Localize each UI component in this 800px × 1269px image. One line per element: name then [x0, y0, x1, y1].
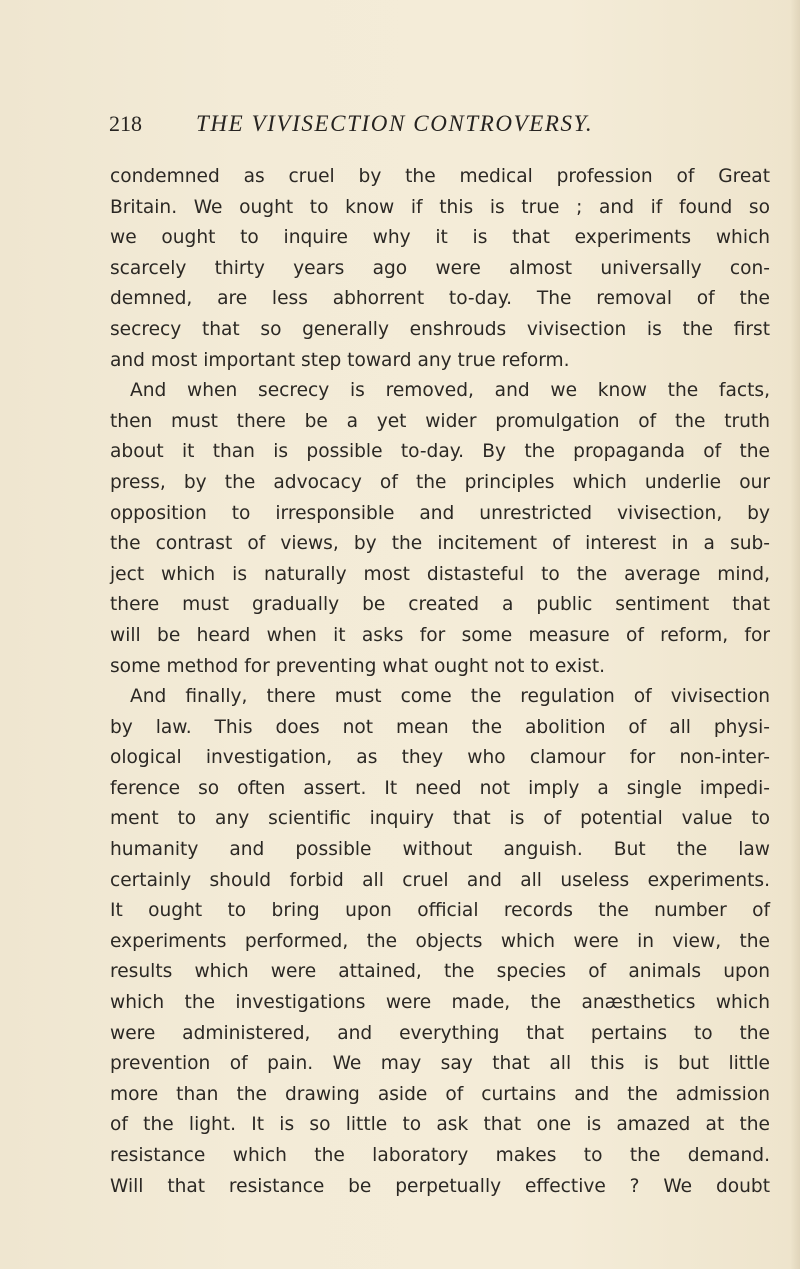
text-line: It ought to bring upon official records the number of [110, 900, 770, 922]
text-line: were administered, and everything that pertains to the [110, 1022, 770, 1044]
text-line: results which were attained, the species of animals upon [110, 961, 770, 983]
text-line: then must there be a yet wider promulgation of the truth [110, 410, 770, 432]
text-line: by law. This does not mean the abolition of all physi- [110, 716, 770, 738]
text-line: secrecy that so generally enshrouds vivisection is the first [110, 318, 770, 340]
text-line: ment to any scientific inquiry that is of potential value to [110, 808, 770, 830]
text-line: demned, are less abhorrent to-day. The removal of the [110, 288, 770, 310]
body-text [110, 162, 770, 1202]
text-line: resistance which the laboratory makes to the demand. [110, 1145, 770, 1166]
text-line: some method for preventing what ought not to exist. [110, 655, 606, 677]
text-line: about it than is possible to-day. By the propaganda of the [110, 441, 770, 463]
text-line: Will that resistance be perpetually effective ? We doubt [110, 1175, 770, 1197]
page-edge-shadow [790, 0, 800, 1269]
text-line: Britain. We ought to know if this is true ; and if found so [110, 196, 770, 218]
text-line: certainly should forbid all cruel and all useless experiments. [110, 869, 770, 891]
text-line: there must gradually be created a public sentiment that [110, 594, 770, 616]
text-line: prevention of pain. We may say that all this is but little [110, 1053, 770, 1075]
text-line: experiments performed, the objects which were in view, the [110, 930, 770, 952]
text-line: more than the drawing aside of curtains and the admission [110, 1083, 770, 1105]
text-line: the contrast of views, by the incitement of interest in a sub- [110, 533, 770, 555]
text-line: will be heard when it asks for some measure of reform, for [110, 624, 770, 646]
text-line: ject which is naturally most distasteful to the average mind, [110, 563, 770, 585]
text-line: of the light. It is so little to ask that one is amazed at the [110, 1114, 770, 1136]
text-line: humanity and possible without anguish. But the law [110, 839, 770, 861]
text-line: scarcely thirty years ago were almost universally con- [110, 257, 770, 279]
text-line: we ought to inquire why it is that experiments which [110, 227, 770, 249]
page-number: 218 [109, 111, 142, 136]
text-line: and most important step toward any true reform. [110, 349, 570, 371]
text-line: press, by the advocacy of the principles which underlie our [110, 471, 770, 493]
text-line: ference so often assert. It need not imply a single impedi- [110, 777, 770, 799]
text-line: condemned as cruel by the medical profession of Great [110, 166, 770, 187]
text-line: opposition to irresponsible and unrestricted vivisection, by [110, 502, 770, 524]
text-line: And when secrecy is removed, and we know the facts, [130, 380, 770, 402]
page-header [109, 108, 749, 144]
text-line: And finally, there must come the regulation of vivisection [130, 686, 770, 708]
text-line: which the investigations were made, the anæsthetics which [110, 992, 770, 1014]
text-line: ological investigation, as they who clamour for non-inter- [110, 747, 770, 769]
running-head: THE VIVISECTION CONTROVERSY. [196, 111, 594, 136]
